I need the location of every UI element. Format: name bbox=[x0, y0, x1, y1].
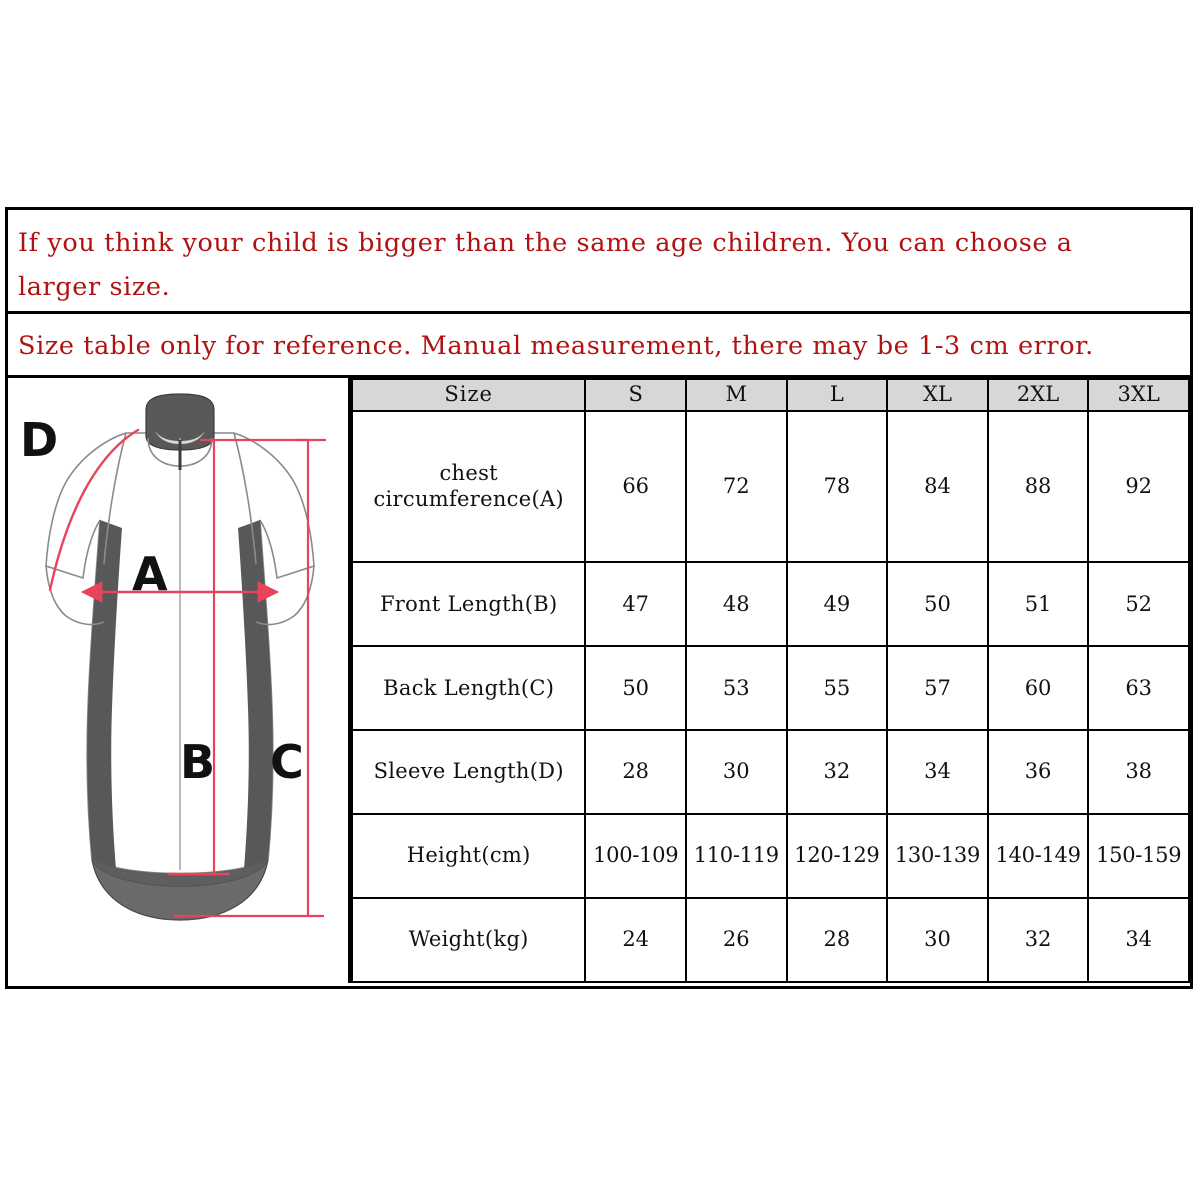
cell-height-s: 100-109 bbox=[585, 814, 686, 898]
row-label-back-length: Back Length(C) bbox=[352, 646, 585, 730]
cell-chest-l: 78 bbox=[787, 411, 888, 563]
header-l: L bbox=[787, 379, 888, 411]
table-row bbox=[352, 898, 1189, 982]
notice-measurement-error bbox=[8, 314, 1190, 378]
jersey-diagram bbox=[8, 378, 351, 983]
header-m: M bbox=[686, 379, 787, 411]
row-label-front-length: Front Length(B) bbox=[352, 562, 585, 646]
notice-line-3: Size table only for reference. Manual measurement, there may be 1-3 cm error. bbox=[18, 331, 1094, 361]
cell-sleeve-m: 30 bbox=[686, 730, 787, 814]
size-chart bbox=[5, 207, 1193, 989]
cell-height-m: 110-119 bbox=[686, 814, 787, 898]
notice-line-1: If you think your child is bigger than the same age children. You can choose a bbox=[18, 228, 1073, 258]
label-sleeve-d: D bbox=[20, 413, 59, 467]
cell-sleeve-3xl: 38 bbox=[1088, 730, 1189, 814]
cell-back-m: 53 bbox=[686, 646, 787, 730]
notice-bigger-child bbox=[8, 210, 1190, 314]
cell-back-3xl: 63 bbox=[1088, 646, 1189, 730]
jersey-diagram-cell bbox=[8, 378, 351, 983]
cell-weight-3xl: 34 bbox=[1088, 898, 1189, 982]
cell-sleeve-2xl: 36 bbox=[988, 730, 1089, 814]
cell-weight-l: 28 bbox=[787, 898, 888, 982]
row-label-chest bbox=[352, 411, 585, 563]
size-table bbox=[351, 378, 1190, 983]
cell-height-l: 120-129 bbox=[787, 814, 888, 898]
cell-front-3xl: 52 bbox=[1088, 562, 1189, 646]
cell-back-2xl: 60 bbox=[988, 646, 1089, 730]
cell-chest-xl: 84 bbox=[887, 411, 988, 563]
notice-line-2: larger size. bbox=[18, 272, 171, 302]
cell-chest-m: 72 bbox=[686, 411, 787, 563]
cell-front-m: 48 bbox=[686, 562, 787, 646]
table-row bbox=[352, 730, 1189, 814]
row-label-chest-line2: circumference(A) bbox=[373, 486, 564, 511]
cell-chest-2xl: 88 bbox=[988, 411, 1089, 563]
table-row bbox=[352, 411, 1189, 563]
cell-front-s: 47 bbox=[585, 562, 686, 646]
cell-weight-m: 26 bbox=[686, 898, 787, 982]
header-size: Size bbox=[352, 379, 585, 411]
cell-front-xl: 50 bbox=[887, 562, 988, 646]
header-s: S bbox=[585, 379, 686, 411]
cell-height-3xl: 150-159 bbox=[1088, 814, 1189, 898]
cell-height-2xl: 140-149 bbox=[988, 814, 1089, 898]
cell-weight-s: 24 bbox=[585, 898, 686, 982]
cell-chest-s: 66 bbox=[585, 411, 686, 563]
header-3xl: 3XL bbox=[1088, 379, 1189, 411]
chart-body bbox=[8, 378, 1190, 983]
cell-front-l: 49 bbox=[787, 562, 888, 646]
cell-back-s: 50 bbox=[585, 646, 686, 730]
cell-height-xl: 130-139 bbox=[887, 814, 988, 898]
cell-sleeve-s: 28 bbox=[585, 730, 686, 814]
cell-weight-2xl: 32 bbox=[988, 898, 1089, 982]
table-row bbox=[352, 646, 1189, 730]
label-front-b: B bbox=[180, 735, 216, 789]
cell-front-2xl: 51 bbox=[988, 562, 1089, 646]
row-label-chest-line1: chest bbox=[439, 460, 498, 485]
label-back-c: C bbox=[270, 735, 304, 789]
header-xl: XL bbox=[887, 379, 988, 411]
cell-sleeve-l: 32 bbox=[787, 730, 888, 814]
header-2xl: 2XL bbox=[988, 379, 1089, 411]
cell-weight-xl: 30 bbox=[887, 898, 988, 982]
cell-back-l: 55 bbox=[787, 646, 888, 730]
cell-sleeve-xl: 34 bbox=[887, 730, 988, 814]
row-label-height: Height(cm) bbox=[352, 814, 585, 898]
cell-chest-3xl: 92 bbox=[1088, 411, 1189, 563]
table-header-row bbox=[352, 379, 1189, 411]
label-chest-a: A bbox=[132, 547, 168, 601]
row-label-weight: Weight(kg) bbox=[352, 898, 585, 982]
row-label-sleeve-length: Sleeve Length(D) bbox=[352, 730, 585, 814]
table-row bbox=[352, 562, 1189, 646]
table-row bbox=[352, 814, 1189, 898]
size-table-cell bbox=[351, 378, 1190, 983]
cell-back-xl: 57 bbox=[887, 646, 988, 730]
